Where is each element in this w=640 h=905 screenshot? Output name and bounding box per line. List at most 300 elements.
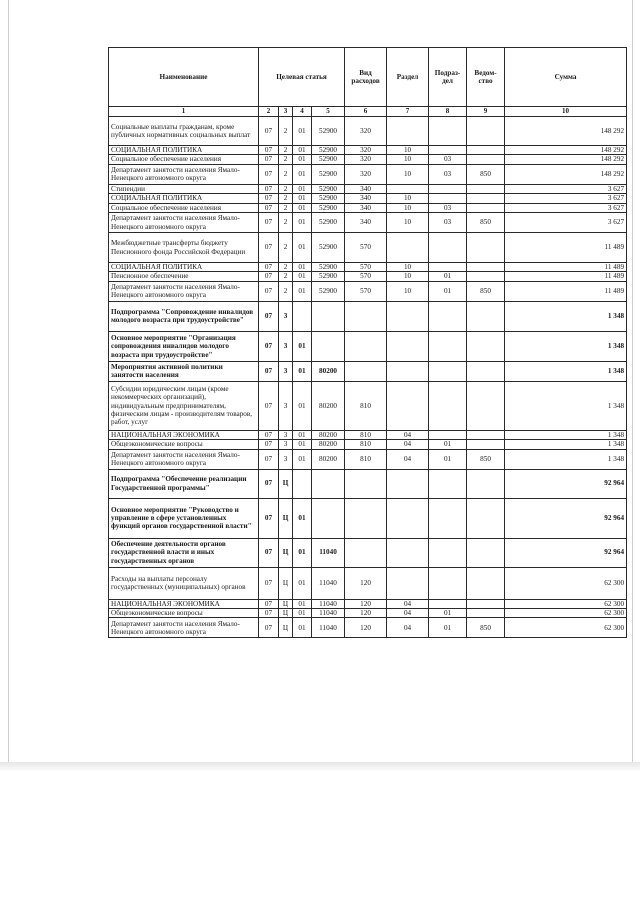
row-sum: 1 348	[505, 440, 627, 449]
row-subsection: 03	[429, 155, 467, 164]
row-section	[387, 538, 429, 567]
row-program-code: 07	[259, 599, 279, 608]
row-program-code: 07	[259, 469, 279, 498]
row-activity-code: 01	[293, 331, 312, 361]
row-activity-code	[293, 469, 312, 498]
row-subsection	[429, 469, 467, 498]
row-activity-code: 01	[293, 146, 312, 155]
row-program-code: 07	[259, 213, 279, 233]
table-row	[109, 194, 627, 203]
row-activity-code: 01	[293, 272, 312, 281]
column-number: 4	[293, 107, 312, 117]
row-subsection: 01	[429, 272, 467, 281]
row-program-code: 07	[259, 263, 279, 272]
row-section: 10	[387, 281, 429, 301]
row-subsection	[429, 117, 467, 146]
column-number: 7	[387, 107, 429, 117]
row-activity-code: 01	[293, 381, 312, 430]
row-subprogram-code: 3	[279, 440, 293, 449]
row-section: 10	[387, 263, 429, 272]
row-section	[387, 301, 429, 331]
row-direction-code: 52900	[312, 213, 345, 233]
row-name: Обеспечение деятельности органов государственной власти и иных государственных органов	[109, 538, 259, 567]
row-program-code: 07	[259, 449, 279, 469]
row-direction-code: 52900	[312, 155, 345, 164]
row-direction-code: 80200	[312, 440, 345, 449]
row-subprogram-code: 2	[279, 263, 293, 272]
table-row	[109, 469, 627, 498]
row-expense-type	[345, 538, 387, 567]
table-row	[109, 331, 627, 361]
row-expense-type: 810	[345, 440, 387, 449]
row-sum: 92 964	[505, 498, 627, 538]
page-left-edge	[8, 0, 9, 770]
row-direction-code: 52900	[312, 233, 345, 263]
row-sum: 92 964	[505, 469, 627, 498]
row-subprogram-code: 3	[279, 381, 293, 430]
row-subprogram-code: 2	[279, 272, 293, 281]
row-department	[467, 301, 505, 331]
table-row	[109, 263, 627, 272]
row-department	[467, 146, 505, 155]
row-program-code: 07	[259, 117, 279, 146]
row-activity-code: 01	[293, 430, 312, 439]
row-subprogram-code: Ц	[279, 609, 293, 618]
row-section: 10	[387, 146, 429, 155]
row-name: Социальные выплаты гражданам, кроме публичных нормативных социальных выплат	[109, 117, 259, 146]
row-direction-code: 11040	[312, 609, 345, 618]
row-subprogram-code: 2	[279, 184, 293, 193]
row-name: НАЦИОНАЛЬНАЯ ЭКОНОМИКА	[109, 430, 259, 439]
table-row	[109, 155, 627, 164]
row-name: Департамент занятости населения Ямало-Ненецкого автономного округа	[109, 449, 259, 469]
row-department	[467, 184, 505, 193]
row-department	[467, 155, 505, 164]
row-activity-code: 01	[293, 155, 312, 164]
row-sum: 11 489	[505, 281, 627, 301]
row-subsection: 01	[429, 609, 467, 618]
column-number: 5	[312, 107, 345, 117]
row-activity-code: 01	[293, 233, 312, 263]
budget-table	[108, 47, 627, 638]
row-program-code: 07	[259, 538, 279, 567]
row-program-code: 07	[259, 146, 279, 155]
row-section	[387, 469, 429, 498]
row-expense-type: 320	[345, 117, 387, 146]
table-row	[109, 361, 627, 381]
column-number: 9	[467, 107, 505, 117]
row-expense-type: 570	[345, 281, 387, 301]
row-sum: 148 292	[505, 117, 627, 146]
row-sum: 1 348	[505, 449, 627, 469]
header-name: Наименование	[109, 48, 259, 107]
row-subprogram-code: 2	[279, 155, 293, 164]
row-direction-code	[312, 498, 345, 538]
table-row	[109, 430, 627, 439]
row-name: Стипендии	[109, 184, 259, 193]
row-activity-code: 01	[293, 567, 312, 599]
row-program-code: 07	[259, 203, 279, 212]
row-expense-type: 340	[345, 203, 387, 212]
row-subsection	[429, 194, 467, 203]
row-program-code: 07	[259, 233, 279, 263]
row-section	[387, 567, 429, 599]
row-subprogram-code: Ц	[279, 599, 293, 608]
row-expense-type: 120	[345, 599, 387, 608]
row-name: Подпрограмма "Сопровождение инвалидов молодого возраста при трудоустройстве"	[109, 301, 259, 331]
row-subprogram-code: 2	[279, 194, 293, 203]
row-subsection	[429, 381, 467, 430]
row-program-code: 07	[259, 155, 279, 164]
row-program-code: 07	[259, 618, 279, 638]
table-row	[109, 301, 627, 331]
row-name: Основное мероприятие "Организация сопровождения инвалидов молодого возраста при трудоустройстве"	[109, 331, 259, 361]
row-expense-type: 570	[345, 233, 387, 263]
row-name: Социальное обеспечение населения	[109, 155, 259, 164]
row-department	[467, 331, 505, 361]
row-subsection: 01	[429, 281, 467, 301]
row-name: НАЦИОНАЛЬНАЯ ЭКОНОМИКА	[109, 599, 259, 608]
table-row	[109, 567, 627, 599]
row-subprogram-code: 2	[279, 213, 293, 233]
row-direction-code: 52900	[312, 184, 345, 193]
row-activity-code: 01	[293, 498, 312, 538]
row-subsection	[429, 233, 467, 263]
row-subprogram-code: 2	[279, 203, 293, 212]
row-program-code: 07	[259, 567, 279, 599]
table-row	[109, 381, 627, 430]
row-name: Пенсионное обеспечение	[109, 272, 259, 281]
row-direction-code: 52900	[312, 281, 345, 301]
row-subprogram-code: 2	[279, 233, 293, 263]
page-right-edge	[632, 0, 633, 770]
row-subprogram-code: Ц	[279, 618, 293, 638]
row-activity-code: 01	[293, 213, 312, 233]
row-sum: 11 489	[505, 263, 627, 272]
row-sum: 62 300	[505, 618, 627, 638]
row-expense-type: 810	[345, 381, 387, 430]
row-section: 04	[387, 449, 429, 469]
row-name: Социальное обеспечение населения	[109, 203, 259, 212]
row-subprogram-code: Ц	[279, 567, 293, 599]
row-subsection	[429, 331, 467, 361]
row-sum: 1 348	[505, 301, 627, 331]
table-row	[109, 498, 627, 538]
table-row	[109, 203, 627, 212]
row-sum: 148 292	[505, 164, 627, 184]
row-subsection: 01	[429, 449, 467, 469]
row-name: СОЦИАЛЬНАЯ ПОЛИТИКА	[109, 263, 259, 272]
row-expense-type	[345, 498, 387, 538]
row-subsection	[429, 538, 467, 567]
row-name: СОЦИАЛЬНАЯ ПОЛИТИКА	[109, 146, 259, 155]
row-expense-type: 120	[345, 618, 387, 638]
row-sum: 1 348	[505, 331, 627, 361]
row-expense-type	[345, 469, 387, 498]
row-subsection: 03	[429, 213, 467, 233]
row-section	[387, 331, 429, 361]
row-activity-code: 01	[293, 361, 312, 381]
row-sum: 62 300	[505, 609, 627, 618]
row-name: Расходы на выплаты персоналу государственных (муниципальных) органов	[109, 567, 259, 599]
row-program-code: 07	[259, 184, 279, 193]
row-department	[467, 381, 505, 430]
table-row	[109, 599, 627, 608]
row-section	[387, 184, 429, 193]
row-expense-type	[345, 301, 387, 331]
row-program-code: 07	[259, 498, 279, 538]
row-department	[467, 498, 505, 538]
column-number: 1	[109, 107, 259, 117]
row-sum: 3 627	[505, 213, 627, 233]
row-expense-type: 810	[345, 430, 387, 439]
row-program-code: 07	[259, 194, 279, 203]
row-activity-code: 01	[293, 599, 312, 608]
row-section: 10	[387, 155, 429, 164]
row-program-code: 07	[259, 301, 279, 331]
row-subprogram-code: 3	[279, 449, 293, 469]
row-direction-code: 11040	[312, 567, 345, 599]
row-name: Межбюджетные трансферты бюджету Пенсионного фонда Российской Федерации	[109, 233, 259, 263]
row-sum: 3 627	[505, 194, 627, 203]
row-subprogram-code: Ц	[279, 498, 293, 538]
row-activity-code: 01	[293, 281, 312, 301]
header-department: Ведом-ство	[467, 48, 505, 107]
row-subsection: 01	[429, 618, 467, 638]
table-row	[109, 609, 627, 618]
row-direction-code: 52900	[312, 203, 345, 212]
row-direction-code: 52900	[312, 194, 345, 203]
table-header-row	[109, 48, 627, 107]
row-subsection	[429, 146, 467, 155]
row-program-code: 07	[259, 164, 279, 184]
row-expense-type: 570	[345, 263, 387, 272]
row-section: 10	[387, 213, 429, 233]
row-department	[467, 263, 505, 272]
row-section: 04	[387, 618, 429, 638]
row-program-code: 07	[259, 331, 279, 361]
row-name: Подпрограмма "Обеспечение реализации Государственной программы"	[109, 469, 259, 498]
row-section	[387, 498, 429, 538]
row-activity-code: 01	[293, 538, 312, 567]
row-sum: 1 348	[505, 361, 627, 381]
row-section	[387, 117, 429, 146]
row-department	[467, 117, 505, 146]
row-direction-code: 52900	[312, 117, 345, 146]
row-program-code: 07	[259, 281, 279, 301]
column-number: 10	[505, 107, 627, 117]
row-department: 850	[467, 213, 505, 233]
row-subsection: 03	[429, 164, 467, 184]
row-department	[467, 361, 505, 381]
column-number: 3	[279, 107, 293, 117]
row-name: Департамент занятости населения Ямало-Ненецкого автономного округа	[109, 213, 259, 233]
table-row	[109, 449, 627, 469]
row-expense-type: 570	[345, 272, 387, 281]
row-direction-code: 52900	[312, 272, 345, 281]
header-expense-type: Вид расходов	[345, 48, 387, 107]
row-subprogram-code: 2	[279, 164, 293, 184]
column-number-row	[109, 107, 627, 117]
row-direction-code: 11040	[312, 618, 345, 638]
table-row	[109, 618, 627, 638]
row-program-code: 07	[259, 272, 279, 281]
row-subsection	[429, 430, 467, 439]
header-subsection: Подраз-дел	[429, 48, 467, 107]
row-direction-code: 11040	[312, 599, 345, 608]
row-subsection	[429, 263, 467, 272]
row-name: Департамент занятости населения Ямало-Ненецкого автономного округа	[109, 618, 259, 638]
row-program-code: 07	[259, 440, 279, 449]
row-section	[387, 361, 429, 381]
row-sum: 11 489	[505, 272, 627, 281]
row-section: 10	[387, 164, 429, 184]
row-name: Субсидии юридическим лицам (кроме некоммерческих организаций), индивидуальным предпринимателям, физическим лицам - производителям товаров, работ, услуг	[109, 381, 259, 430]
row-section: 10	[387, 194, 429, 203]
table-row	[109, 184, 627, 193]
row-direction-code	[312, 301, 345, 331]
header-section: Раздел	[387, 48, 429, 107]
row-subsection	[429, 567, 467, 599]
row-department	[467, 194, 505, 203]
row-subprogram-code: 3	[279, 430, 293, 439]
row-subprogram-code: Ц	[279, 469, 293, 498]
row-expense-type: 320	[345, 146, 387, 155]
row-direction-code: 80200	[312, 381, 345, 430]
row-sum: 62 300	[505, 599, 627, 608]
row-department	[467, 599, 505, 608]
row-expense-type: 340	[345, 184, 387, 193]
table-row	[109, 146, 627, 155]
row-sum: 148 292	[505, 146, 627, 155]
row-direction-code: 52900	[312, 146, 345, 155]
row-subprogram-code: 2	[279, 117, 293, 146]
row-activity-code: 01	[293, 618, 312, 638]
row-activity-code: 01	[293, 117, 312, 146]
row-department: 850	[467, 164, 505, 184]
row-section: 10	[387, 272, 429, 281]
row-sum: 1 348	[505, 381, 627, 430]
row-expense-type: 810	[345, 449, 387, 469]
row-name: СОЦИАЛЬНАЯ ПОЛИТИКА	[109, 194, 259, 203]
table-row	[109, 233, 627, 263]
row-subsection: 01	[429, 440, 467, 449]
row-section	[387, 233, 429, 263]
row-direction-code	[312, 331, 345, 361]
row-department: 850	[467, 281, 505, 301]
row-section: 04	[387, 430, 429, 439]
row-activity-code: 01	[293, 609, 312, 618]
row-name: Департамент занятости населения Ямало-Ненецкого автономного округа	[109, 281, 259, 301]
row-department	[467, 538, 505, 567]
row-sum: 11 489	[505, 233, 627, 263]
row-subsection	[429, 301, 467, 331]
row-program-code: 07	[259, 381, 279, 430]
row-section: 10	[387, 203, 429, 212]
row-subsection	[429, 599, 467, 608]
row-program-code: 07	[259, 361, 279, 381]
row-expense-type: 320	[345, 164, 387, 184]
row-program-code: 07	[259, 430, 279, 439]
row-activity-code: 01	[293, 184, 312, 193]
header-target-article: Целевая статья	[259, 48, 345, 107]
row-name: Основное мероприятие "Руководство и управление в сфере установленных функций органов государственной власти"	[109, 498, 259, 538]
row-subprogram-code: 3	[279, 301, 293, 331]
scan-bottom-shadow	[0, 762, 640, 772]
row-department	[467, 272, 505, 281]
row-subprogram-code: 2	[279, 281, 293, 301]
row-activity-code: 01	[293, 164, 312, 184]
row-expense-type: 340	[345, 213, 387, 233]
table-body	[109, 117, 627, 638]
row-expense-type: 120	[345, 567, 387, 599]
row-department	[467, 233, 505, 263]
row-direction-code: 52900	[312, 263, 345, 272]
row-sum: 3 627	[505, 184, 627, 193]
row-expense-type: 320	[345, 155, 387, 164]
row-department	[467, 440, 505, 449]
row-subprogram-code: Ц	[279, 538, 293, 567]
row-name: Общеэкономические вопросы	[109, 609, 259, 618]
row-subprogram-code: 3	[279, 331, 293, 361]
row-activity-code: 01	[293, 440, 312, 449]
row-name: Общеэкономические вопросы	[109, 440, 259, 449]
table-row	[109, 281, 627, 301]
row-sum: 92 964	[505, 538, 627, 567]
row-department	[467, 567, 505, 599]
row-department	[467, 430, 505, 439]
row-direction-code: 80200	[312, 430, 345, 439]
row-subprogram-code: 2	[279, 146, 293, 155]
row-sum: 62 300	[505, 567, 627, 599]
column-number: 8	[429, 107, 467, 117]
column-number: 6	[345, 107, 387, 117]
row-expense-type	[345, 361, 387, 381]
header-sum: Сумма	[505, 48, 627, 107]
table-row	[109, 164, 627, 184]
table-row	[109, 440, 627, 449]
row-direction-code: 80200	[312, 361, 345, 381]
row-sum: 1 348	[505, 430, 627, 439]
row-department	[467, 469, 505, 498]
row-sum: 148 292	[505, 155, 627, 164]
row-department: 850	[467, 618, 505, 638]
row-section: 04	[387, 599, 429, 608]
table-row	[109, 117, 627, 146]
row-program-code: 07	[259, 609, 279, 618]
row-subsection	[429, 184, 467, 193]
row-name: Мероприятия активной политики занятости населения	[109, 361, 259, 381]
row-direction-code: 11040	[312, 538, 345, 567]
row-department	[467, 609, 505, 618]
column-number: 2	[259, 107, 279, 117]
row-section	[387, 381, 429, 430]
row-expense-type	[345, 331, 387, 361]
row-activity-code: 01	[293, 263, 312, 272]
row-subsection	[429, 361, 467, 381]
row-direction-code: 52900	[312, 164, 345, 184]
table-row	[109, 538, 627, 567]
row-section: 04	[387, 440, 429, 449]
row-activity-code	[293, 301, 312, 331]
row-expense-type: 340	[345, 194, 387, 203]
row-direction-code: 80200	[312, 449, 345, 469]
row-name: Департамент занятости населения Ямало-Ненецкого автономного округа	[109, 164, 259, 184]
row-activity-code: 01	[293, 449, 312, 469]
row-subsection	[429, 498, 467, 538]
table-row	[109, 272, 627, 281]
row-subprogram-code: 3	[279, 361, 293, 381]
